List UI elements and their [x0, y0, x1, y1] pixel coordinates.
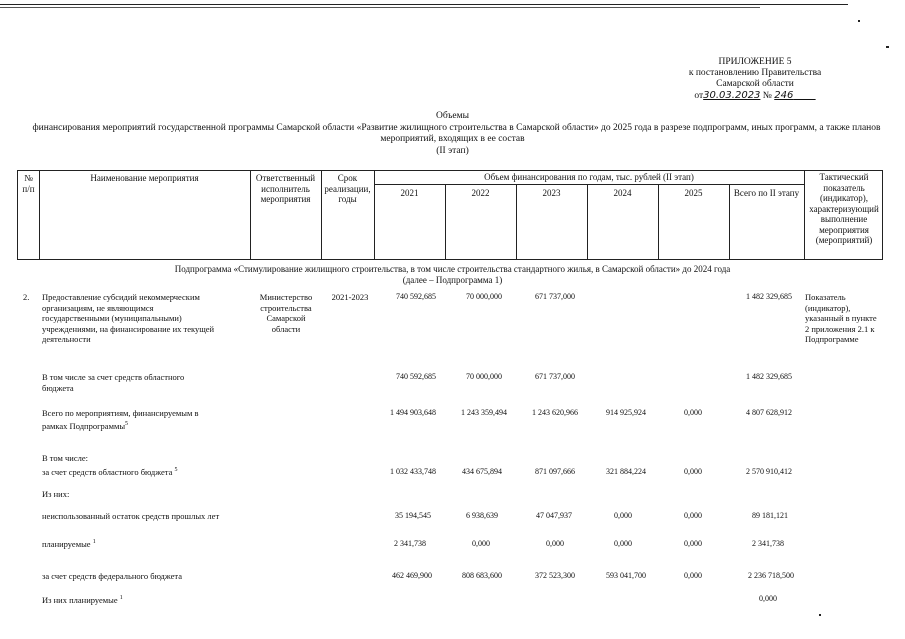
row-of-label: Из них: — [42, 489, 70, 499]
row-federal-name: за счет средств федерального бюджета — [42, 571, 183, 581]
row-regional-2023: 671 737,000 — [535, 372, 575, 381]
row-planned-name: планируемые $^1$ — [42, 538, 96, 549]
row-federal-total: 2 236 718,500 — [748, 571, 794, 580]
header-2024: 2024 — [613, 188, 632, 198]
row-federal-2022: 808 683,600 — [462, 571, 502, 580]
row-reg2-2022: 434 675,894 — [462, 467, 502, 476]
row-unused-2025: 0,000 — [684, 511, 702, 520]
row-planned-2021: 2 341,738 — [394, 539, 426, 548]
header-period: Срок реализации, годы — [324, 173, 371, 204]
row-unused-2021: 35 194,545 — [395, 511, 431, 520]
row-incl-label: В том числе: — [42, 453, 88, 463]
row-fed-planned-name: Из них планируемые $^1$ — [42, 594, 123, 605]
row-all-2022: 1 243 359,494 — [461, 408, 507, 417]
row-unused-name: неиспользованный остаток средств прошлых лет — [42, 511, 220, 521]
appendix-date: 30.03.2023 — [703, 90, 761, 101]
row-executor: Министерство строительства Самарской области — [259, 292, 313, 334]
row-reg2-2021: 1 032 433,748 — [390, 467, 436, 476]
row-reg2-2023: 871 097,666 — [535, 467, 575, 476]
row-planned-2022: 0,000 — [472, 539, 490, 548]
header-2022: 2022 — [471, 188, 490, 198]
row-reg2-name: за счет средств областного бюджета $^5$ — [42, 466, 178, 477]
row-all-2023: 1 243 620,966 — [532, 408, 578, 417]
row-reg2-total: 2 570 910,412 — [746, 467, 792, 476]
row-planned-2024: 0,000 — [614, 539, 632, 548]
scan-speck — [819, 614, 821, 616]
subprogram-caption: Подпрограмма «Стимулирование жилищного строительства, в том числе строительства стандартного жилья, в Самарской области» до 2024 года (далее – Подпрограмма 1) — [174, 264, 731, 285]
row-regional-name: В том числе за счет средств областного бюджета — [42, 372, 185, 393]
row-number: 2. — [23, 292, 30, 302]
row-federal-2021: 462 469,900 — [392, 571, 432, 580]
scan-top-line-2 — [0, 7, 760, 8]
appendix-line2: Самарской области — [716, 79, 794, 89]
row-unused-2023: 47 047,937 — [536, 511, 572, 520]
row-unused-2022: 6 938,639 — [466, 511, 498, 520]
scan-speck — [858, 20, 860, 22]
row-2022: 70 000,000 — [466, 292, 502, 301]
row-indicator: Показатель (индикатор), указанный в пункте 2 приложения 2.1 к Подпрограмме — [805, 292, 877, 344]
row-planned-2025: 0,000 — [684, 539, 702, 548]
header-funding: Объем финансирования по годам, тыс. рублей (II этап) — [484, 172, 694, 182]
appendix-number: 246 — [774, 90, 794, 101]
row-unused-total: 89 181,121 — [752, 511, 788, 520]
row-total: 1 482 329,685 — [746, 292, 792, 301]
table-header — [17, 170, 883, 260]
header-2023: 2023 — [542, 188, 561, 198]
row-all-2021: 1 494 903,648 — [390, 408, 436, 417]
document-title: Объемы финансирования мероприятий государственной программы Самарской области «Развитие жилищного строительства в Самарской области» до 2025 года в разрезе подпрограмм, иных программ, а также планов мероприятий, входящих в ее состав (II этап) — [32, 111, 881, 156]
row-federal-2024: 593 041,700 — [606, 571, 646, 580]
row-planned-2023: 0,000 — [546, 539, 564, 548]
row-2021: 740 592,685 — [396, 292, 436, 301]
row-unused-2024: 0,000 — [614, 511, 632, 520]
header-indicator: Тактический показатель (индикатор), характеризующий выполнение мероприятия (мероприятий) — [809, 172, 879, 245]
header-executor: Ответственный исполнитель мероприятия — [255, 173, 316, 204]
scan-speck — [886, 46, 889, 48]
row-fed-planned-total: 0,000 — [759, 594, 777, 603]
row-name: Предоставление субсидий некоммерческим организациям, не являющимся государственными (муниципальными) учреждениями, на финансирование их текущей деятельности — [42, 292, 215, 344]
row-regional-2021: 740 592,685 — [396, 372, 436, 381]
appendix-line1: к постановлению Правительства — [688, 68, 822, 78]
header-2025: 2025 — [684, 188, 703, 198]
row-planned-total: 2 341,738 — [752, 539, 784, 548]
scan-top-line — [0, 4, 848, 5]
row-federal-2023: 372 523,300 — [535, 571, 575, 580]
row-regional-total: 1 482 329,685 — [746, 372, 792, 381]
row-federal-2025: 0,000 — [684, 571, 702, 580]
row-regional-2022: 70 000,000 — [466, 372, 502, 381]
row-2023: 671 737,000 — [535, 292, 575, 301]
header-total: Всего по II этапу — [733, 188, 800, 198]
row-all-2024: 914 925,924 — [606, 408, 646, 417]
header-num: № п/п — [22, 173, 35, 194]
row-all-2025: 0,000 — [684, 408, 702, 417]
row-reg2-2024: 321 884,224 — [606, 467, 646, 476]
row-all-total: 4 807 628,912 — [746, 408, 792, 417]
row-reg2-2025: 0,000 — [684, 467, 702, 476]
appendix-date-line: от30.03.2023 № 246 — [694, 90, 794, 101]
appendix-block — [640, 57, 870, 102]
header-name: Наименование мероприятия — [90, 173, 199, 183]
row-all-name: Всего по мероприятиям, финансируемым в рамках Подпрограммы$^5$ — [42, 408, 199, 431]
row-period: 2021-2023 — [331, 292, 369, 302]
appendix-title: ПРИЛОЖЕНИЕ 5 — [718, 57, 792, 67]
header-2021: 2021 — [400, 188, 419, 198]
